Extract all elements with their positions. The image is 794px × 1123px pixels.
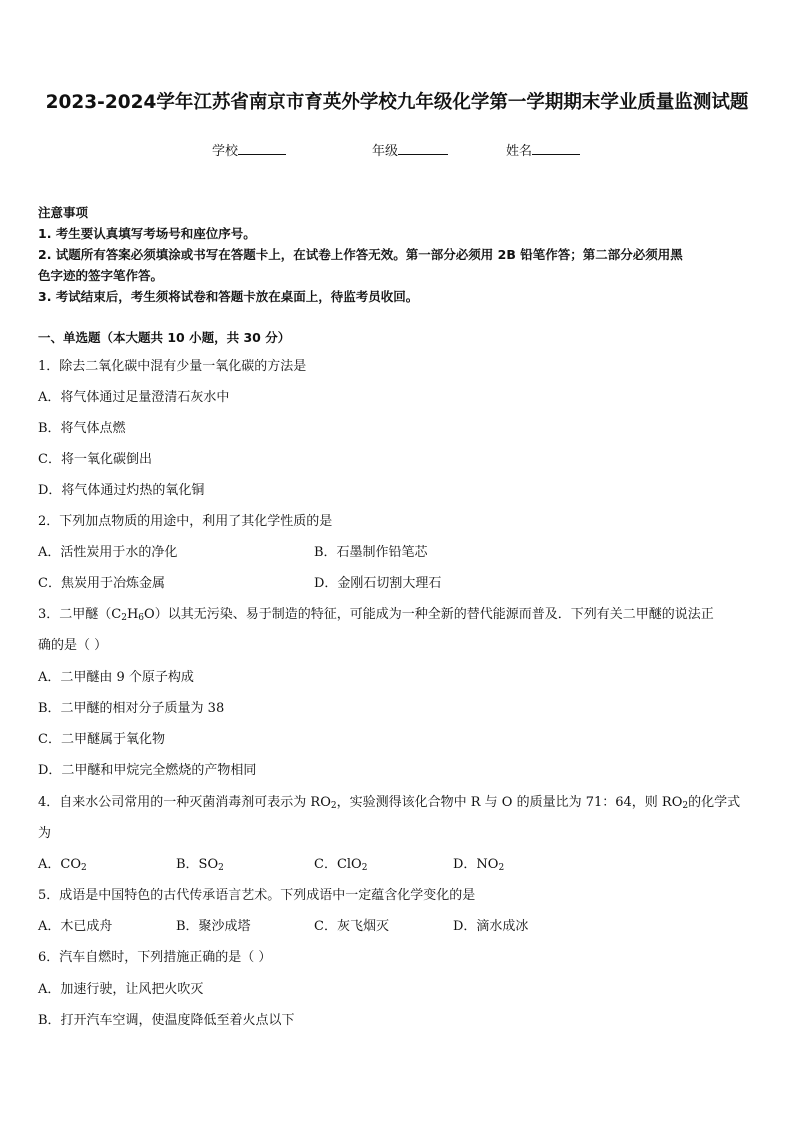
option-b: B．$SO_2$ [176,857,224,873]
option-b: B．聚沙成塔 [176,919,251,934]
notice-item: 1. 考生要认真填写考场号和座位序号。 [38,226,256,241]
question-stem-continued: 确的是（ ） [38,638,108,653]
option-d: D．将气体通过灼热的氧化铜 [38,483,205,498]
name-label: 姓名 [506,144,533,159]
question-stem: 3．二甲醚$(C_2H_6O)$以其无污染、易于制造的特征，可能成为一种全新的替代能源而普及．下列有关二甲醚的说法正 [38,607,714,623]
name-blank[interactable] [532,140,580,155]
option-a: A．$CO_2$ [38,857,87,873]
section-heading: 一、单选题（本大题共 10 小题，共 30 分） [38,330,291,345]
option-c: C．二甲醚属于氧化物 [38,732,165,747]
question-stem-continued: 为 [38,826,52,841]
option-d: D．金刚石切割大理石 [314,576,442,591]
option-a: A．将气体通过足量澄清石灰水中 [38,390,230,405]
option-d: D．二甲醚和甲烷完全燃烧的产物相同 [38,763,257,778]
option-d: D．滴水成冰 [453,919,529,934]
question-stem: 4．自来水公司常用的一种灭菌消毒剂可表示为 $RO_2$，实验测得该化合物中 R 与 O 的质量比为 71：64，则 $RO_2$的化学式 [38,795,741,811]
student-info-fields [0,140,794,160]
notice-item: 2. 试题所有答案必须填涂或书写在答题卡上，在试卷上作答无效。第一部分必须用 2B 铅笔作答；第二部分必须用黑 [38,247,683,262]
option-a: A．二甲醚由 9 个原子构成 [38,670,194,685]
option-c: C．将一氧化碳倒出 [38,452,152,467]
question-stem: 2．下列加点物质的用途中，利用了其化学性质的是 [38,514,333,529]
option-b: B．将气体点燃 [38,421,126,436]
grade-label: 年级 [372,144,399,159]
notice-item: 3. 考试结束后，考生须将试卷和答题卡放在桌面上，待监考员收回。 [38,289,419,304]
option-b: B．打开汽车空调，使温度降低至着火点以下 [38,1013,295,1028]
school-blank[interactable] [238,140,286,155]
option-a: A．加速行驶，让风把火吹灭 [38,982,204,997]
question-stem: 1．除去二氧化碳中混有少量一氧化碳的方法是 [38,359,307,374]
school-label: 学校 [212,144,239,159]
option-a: A．木已成舟 [38,919,113,934]
question-stem: 5．成语是中国特色的古代传承语言艺术。下列成语中一定蕴含化学变化的是 [38,888,476,903]
name-field[interactable] [506,140,580,159]
grade-blank[interactable] [398,140,448,155]
option-c: C．ClO$_2$ [314,857,368,873]
school-field[interactable] [212,140,286,159]
option-b: B．二甲醚的相对分子质量为 38 [38,701,225,716]
grade-field[interactable] [372,140,448,159]
option-c: C．灰飞烟灭 [314,919,389,934]
notice-heading: 注意事项 [38,205,89,220]
option-d: D．$NO_2$ [453,857,505,873]
question-stem: 6．汽车自燃时，下列措施正确的是（ ） [38,950,272,965]
notice-item: 色字迹的签字笔作答。 [38,268,164,283]
option-c: C．焦炭用于冶炼金属 [38,576,165,591]
option-a: A．活性炭用于水的净化 [38,545,178,560]
option-b: B．石墨制作铅笔芯 [314,545,428,560]
page-title: 2023-2024学年江苏省南京市育英外学校九年级化学第一学期期末学业质量监测试题 [45,92,749,113]
